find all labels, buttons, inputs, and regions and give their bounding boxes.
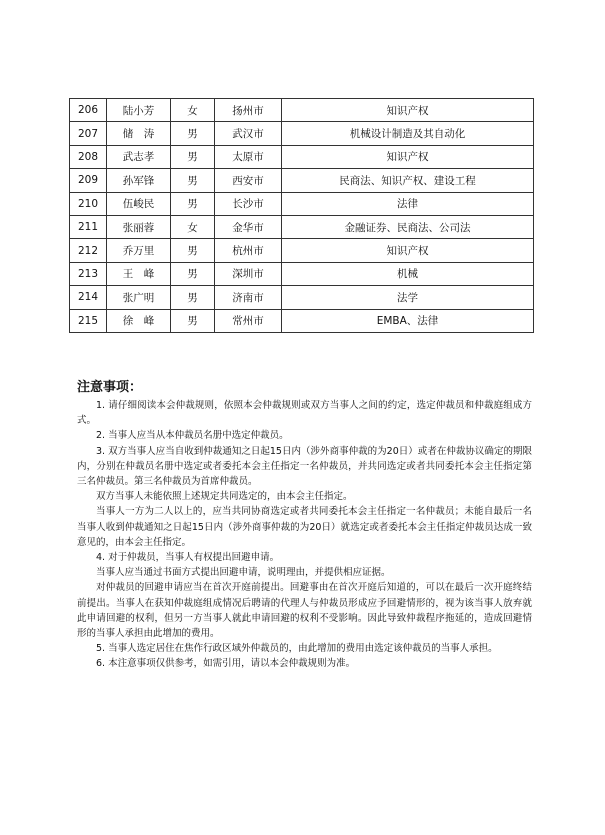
notes-paragraph: 3. 双方当事人应当自收到仲裁通知之日起15日内（涉外商事仲裁的为20日）或者在仲裁协议确定的期限内，分别在仲裁员名册中选定或者委托本会主任指定一名仲裁员，并共同选定或者共同委托本会主任指定第三名仲裁员。第三名仲裁员为首席仲裁员。 <box>77 445 532 488</box>
row-number-cell: 214 <box>70 286 107 309</box>
gender-cell: 男 <box>171 262 215 285</box>
table-row <box>70 286 534 309</box>
row-number-cell: 207 <box>70 122 107 145</box>
name-cell: 陆小芳 <box>107 99 171 122</box>
city-cell: 常州市 <box>215 309 282 332</box>
name-cell: 张丽蓉 <box>107 215 171 238</box>
name-cell: 徐 峰 <box>107 309 171 332</box>
city-cell: 西安市 <box>215 169 282 192</box>
city-cell: 深圳市 <box>215 262 282 285</box>
row-number-cell: 210 <box>70 192 107 215</box>
table-row <box>70 122 534 145</box>
specialty-cell: 机械设计制造及其自动化 <box>282 122 534 145</box>
name-cell: 伍峻民 <box>107 192 171 215</box>
gender-cell: 男 <box>171 309 215 332</box>
notes-paragraph: 对仲裁员的回避申请应当在首次开庭前提出。回避事由在首次开庭后知道的，可以在最后一次开庭终结前提出。当事人在获知仲裁庭组成情况后聘请的代理人与仲裁员形成应予回避情形的，视为该当事人放弃就此申请回避的权利，但另一方当事人就此申请回避的权利不受影响。因此导致仲裁程序拖延的，造成回避情形的当事人承担由此增加的费用。 <box>77 582 532 640</box>
specialty-cell: 机械 <box>282 262 534 285</box>
table-row <box>70 192 534 215</box>
table-row <box>70 99 534 122</box>
name-cell: 张广明 <box>107 286 171 309</box>
specialty-cell: 法学 <box>282 286 534 309</box>
table-row <box>70 145 534 168</box>
notes-paragraph: 5. 当事人选定居住在焦作行政区域外仲裁员的，由此增加的费用由选定该仲裁员的当事人承担。 <box>96 643 498 655</box>
specialty-cell: 知识产权 <box>282 239 534 262</box>
city-cell: 武汉市 <box>215 122 282 145</box>
city-cell: 杭州市 <box>215 239 282 262</box>
specialty-cell: 知识产权 <box>282 145 534 168</box>
name-cell: 孙军锋 <box>107 169 171 192</box>
row-number-cell: 215 <box>70 309 107 332</box>
table-row <box>70 262 534 285</box>
table-row <box>70 309 534 332</box>
specialty-cell: EMBA、法律 <box>282 309 534 332</box>
name-cell: 储 涛 <box>107 122 171 145</box>
row-number-cell: 206 <box>70 99 107 122</box>
gender-cell: 男 <box>171 239 215 262</box>
arbitrator-table <box>69 98 534 333</box>
row-number-cell: 211 <box>70 215 107 238</box>
specialty-cell: 金融证券、民商法、公司法 <box>282 215 534 238</box>
row-number-cell: 208 <box>70 145 107 168</box>
name-cell: 乔万里 <box>107 239 171 262</box>
table-row <box>70 169 534 192</box>
city-cell: 金华市 <box>215 215 282 238</box>
city-cell: 扬州市 <box>215 99 282 122</box>
gender-cell: 男 <box>171 145 215 168</box>
notes-paragraph: 4. 对于仲裁员，当事人有权提出回避申请。 <box>96 552 280 564</box>
name-cell: 武志孝 <box>107 145 171 168</box>
gender-cell: 男 <box>171 192 215 215</box>
specialty-cell: 知识产权 <box>282 99 534 122</box>
notes-title: 注意事项： <box>77 380 143 395</box>
row-number-cell: 213 <box>70 262 107 285</box>
specialty-cell: 法律 <box>282 192 534 215</box>
row-number-cell: 209 <box>70 169 107 192</box>
gender-cell: 男 <box>171 122 215 145</box>
notes-paragraph: 双方当事人未能依照上述规定共同选定的，由本会主任指定。 <box>96 491 353 503</box>
city-cell: 济南市 <box>215 286 282 309</box>
table-row <box>70 239 534 262</box>
notes-paragraph: 1. 请仔细阅读本会仲裁规则，依照本会仲裁规则或双方当事人之间的约定，选定仲裁员和仲裁庭组成方式。 <box>77 400 532 427</box>
notes-section <box>77 380 532 672</box>
city-cell: 长沙市 <box>215 192 282 215</box>
notes-paragraph: 6. 本注意事项仅供参考，如需引用，请以本会仲裁规则为准。 <box>96 658 356 670</box>
table-row <box>70 215 534 238</box>
gender-cell: 男 <box>171 169 215 192</box>
notes-paragraph: 2. 当事人应当从本仲裁员名册中选定仲裁员。 <box>96 430 289 442</box>
specialty-cell: 民商法、知识产权、建设工程 <box>282 169 534 192</box>
gender-cell: 女 <box>171 99 215 122</box>
notes-paragraph: 当事人一方为二人以上的，应当共同协商选定或者共同委托本会主任指定一名仲裁员；未能自最后一名当事人收到仲裁通知之日起15日内（涉外商事仲裁的为20日）就选定或者委托本会主任指定仲裁员达成一致意见的，由本会主任指定。 <box>77 506 532 548</box>
notes-paragraph: 当事人应当通过书面方式提出回避申请，说明理由，并提供相应证据。 <box>96 567 391 579</box>
row-number-cell: 212 <box>70 239 107 262</box>
gender-cell: 女 <box>171 215 215 238</box>
name-cell: 王 峰 <box>107 262 171 285</box>
gender-cell: 男 <box>171 286 215 309</box>
arbitrator-table-body <box>70 99 534 333</box>
city-cell: 太原市 <box>215 145 282 168</box>
